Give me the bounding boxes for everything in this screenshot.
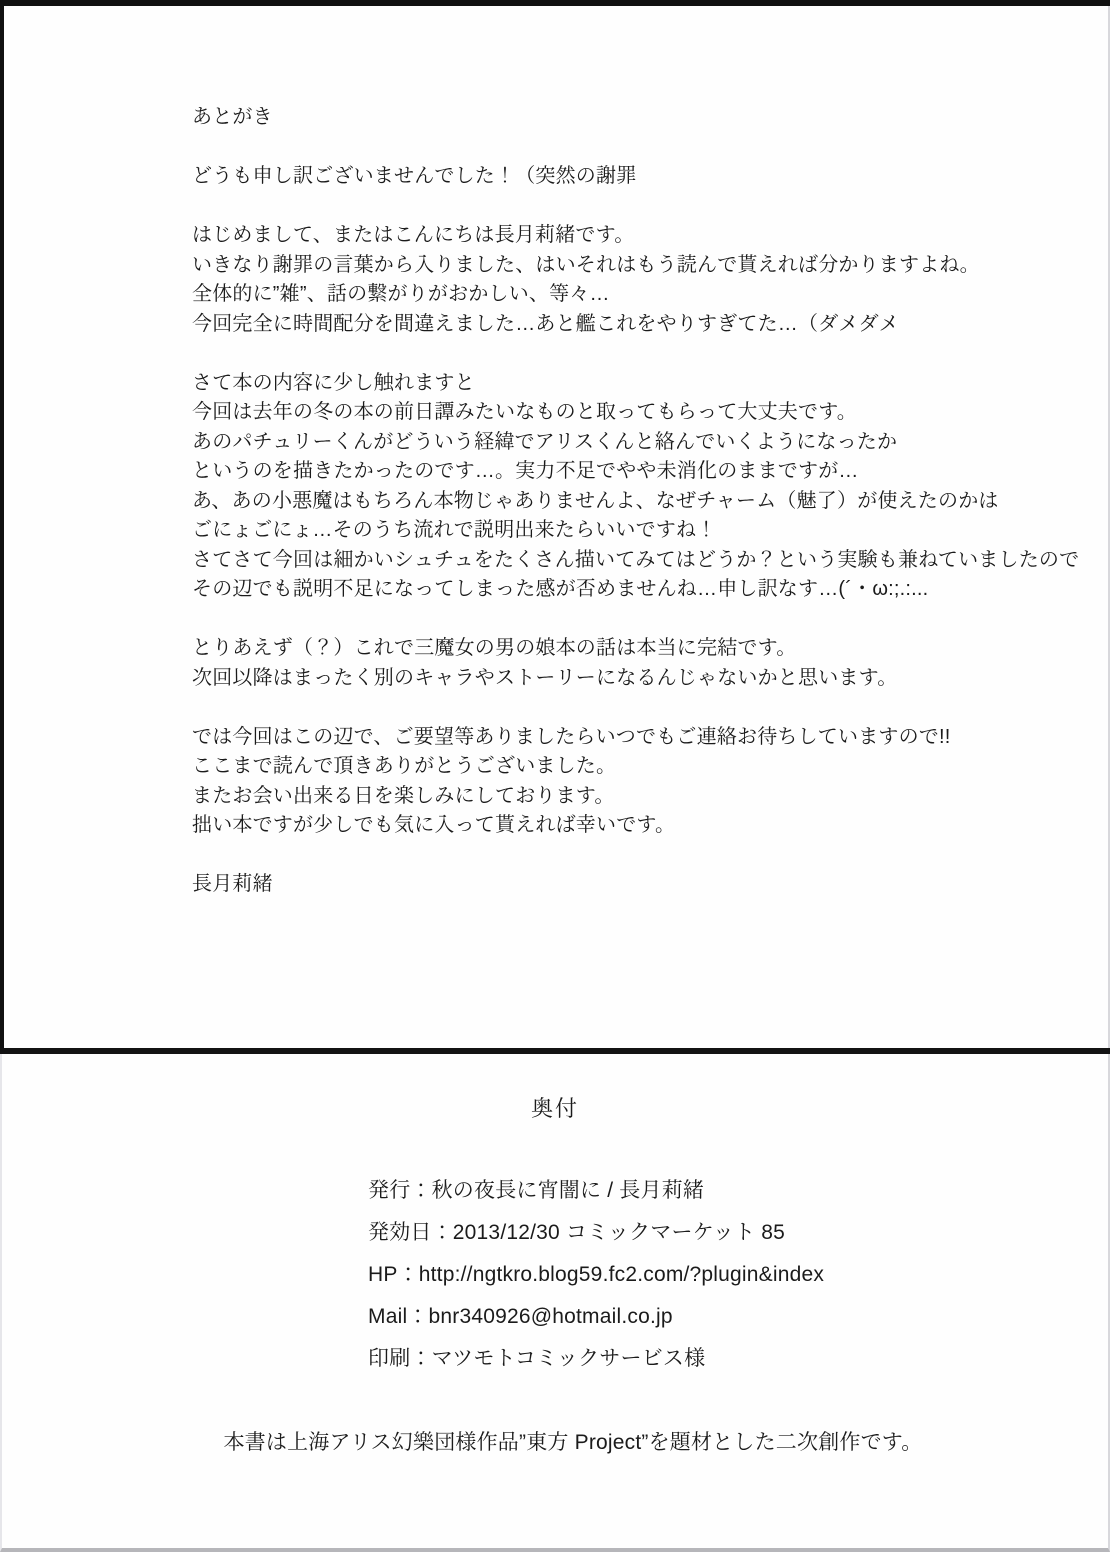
afterword-line: ここまで読んで頂きありがとうございました。 bbox=[192, 755, 617, 777]
afterword-line: 長月莉緒 bbox=[192, 873, 273, 895]
colophon-section bbox=[0, 1054, 1110, 1552]
afterword-line bbox=[192, 339, 1088, 369]
afterword-line: 今回は去年の冬の本の前日譚みたいなものと取ってもらって大丈夫です。 bbox=[192, 401, 857, 423]
afterword-text bbox=[192, 133, 1088, 900]
afterword-line: はじめまして、またはこんにちは長月莉緒です。 bbox=[192, 224, 635, 246]
afterword-line: ごにょごにょ…そのうち流れで説明出来たらいいですね！ bbox=[192, 519, 717, 541]
colophon-row: 発行：秋の夜長に宵闇に / 長月莉緒 bbox=[368, 1179, 705, 1202]
afterword-line: 全体的に”雑”、話の繋がりがおかしい、等々… bbox=[192, 283, 610, 305]
colophon-title: 奥付 bbox=[530, 1096, 579, 1121]
afterword-line bbox=[192, 605, 1088, 635]
colophon-row: HP：http://ngtkro.blog59.fc2.com/?plugin&index bbox=[368, 1263, 825, 1286]
colophon-note: 本書は上海アリス幻樂団様作品”東方 Project”を題材とした二次創作です。 bbox=[223, 1431, 923, 1454]
afterword-line bbox=[192, 133, 1088, 163]
colophon-rows bbox=[368, 1170, 1108, 1380]
colophon-row: Mail：bnr340926@hotmail.co.jp bbox=[368, 1305, 673, 1328]
afterword-line: 次回以降はまったく別のキャラやストーリーになるんじゃないかと思います。 bbox=[192, 666, 898, 689]
colophon-row: 印刷：マツモトコミックサービス様 bbox=[368, 1347, 706, 1370]
afterword-line: あのパチュリーくんがどういう経緯でアリスくんと絡んでいくようになったか bbox=[192, 430, 898, 453]
afterword-line: 今回完全に時間配分を間違えました…あと艦これをやりすぎてた…（ダメダメ bbox=[192, 312, 899, 335]
afterword-line bbox=[192, 693, 1088, 723]
afterword-line: いきなり謝罪の言葉から入りました、はいそれはもう読んで貰えれば分かりますよね。 bbox=[192, 253, 980, 276]
colophon-row: 発効日：2013/12/30 コミックマーケット 85 bbox=[368, 1221, 786, 1244]
afterword-line: さて本の内容に少し触れますと bbox=[192, 371, 475, 394]
afterword-line: またお会い出来る日を楽しみにしております。 bbox=[192, 784, 615, 807]
afterword-section bbox=[0, 6, 1110, 1048]
afterword-line: とりあえず（？）これで三魔女の男の娘本の話は本当に完結です。 bbox=[192, 637, 797, 659]
afterword-line: どうも申し訳ございませんでした！（突然の謝罪 bbox=[192, 165, 637, 187]
afterword-line: では今回はこの辺で、ご要望等ありましたらいつでもご連絡お待ちしていますので!! bbox=[192, 725, 951, 748]
afterword-line: さてさて今回は細かいシュチュをたくさん描いてみてはどうか？という実験も兼ねていましたので bbox=[192, 548, 1080, 571]
afterword-line bbox=[192, 841, 1088, 871]
afterword-line: あ、あの小悪魔はもちろん本物じゃありませんよ、なぜチャーム（魅了）が使えたのかは bbox=[192, 489, 999, 512]
afterword-heading: あとがき bbox=[192, 106, 273, 128]
afterword-line: というのを描きたかったのです…。実力不足でやや未消化のままですが… bbox=[192, 460, 859, 482]
afterword-line: その辺でも説明不足になってしまった感が否めませんね…申し訳なす…(´・ω:;.:... bbox=[192, 578, 929, 600]
afterword-line: 拙い本ですが少しでも気に入って貰えれば幸いです。 bbox=[192, 814, 676, 836]
afterword-line bbox=[192, 192, 1088, 222]
